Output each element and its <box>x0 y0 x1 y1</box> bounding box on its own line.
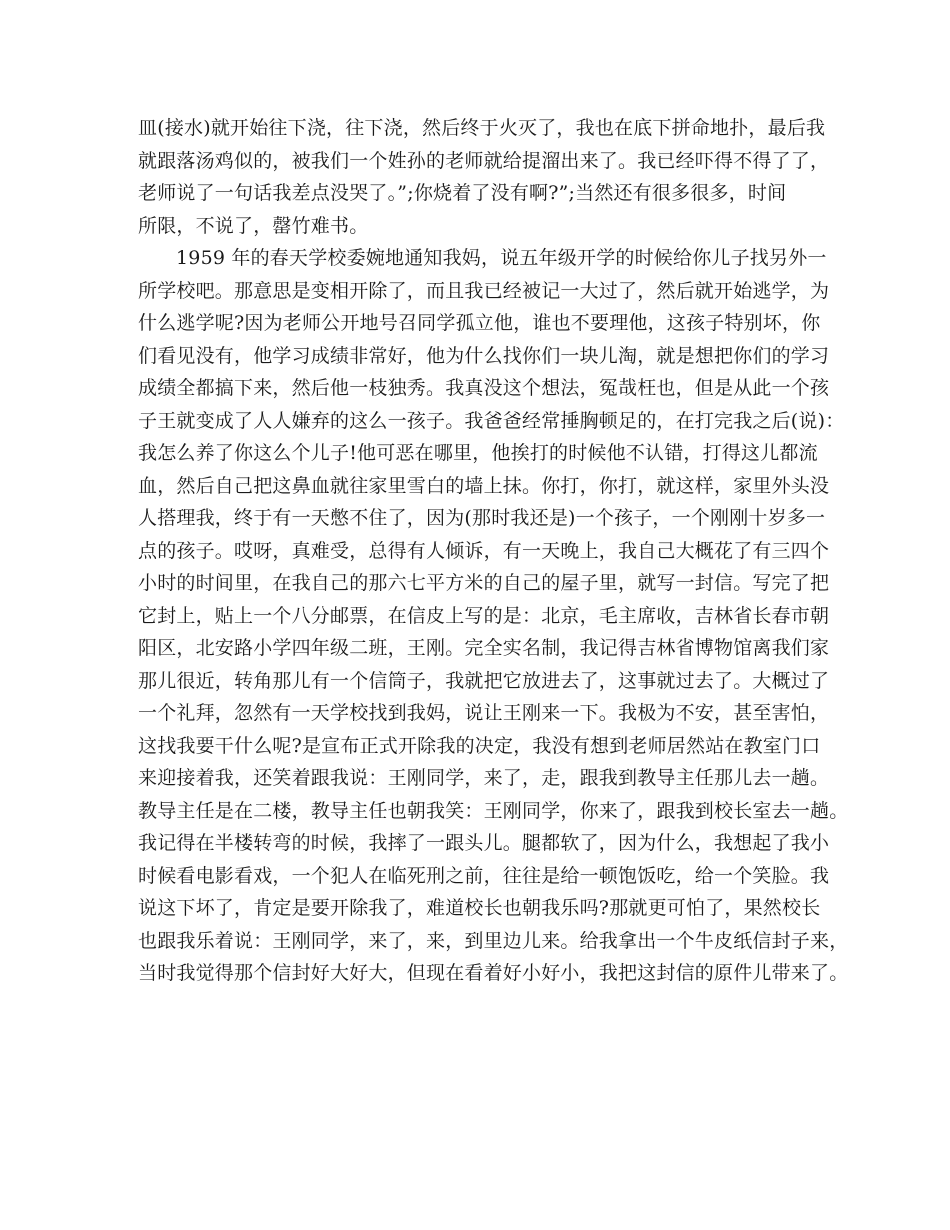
text-line: 我记得在半楼转弯的时候，我摔了一跟头儿。腿都软了，因为什么，我想起了我小 <box>138 832 830 854</box>
body-text <box>138 112 849 990</box>
text-line: 来迎接着我，还笑着跟我说：王刚同学，来了，走，跟我到教导主任那儿去一趟。 <box>138 767 830 789</box>
text-line: 成绩全都搞下来，然后他一枝独秀。我真没这个想法，冤哉枉也，但是从此一个孩 <box>138 377 830 399</box>
text-line: 它封上，贴上一个八分邮票，在信皮上写的是：北京，毛主席收，吉林省长春市朝 <box>138 604 830 627</box>
text-line: 们看见没有，他学习成绩非常好，他为什么找你们一块儿淘，就是想把你们的学习 <box>138 344 830 367</box>
text-line: 也跟我乐着说：王刚同学，来了，来，到里边儿来。给我拿出一个牛皮纸信封子来， <box>138 929 849 952</box>
text-line: 教导主任是在二楼，教导主任也朝我笑：王刚同学，你来了，跟我到校长室去一趟。 <box>138 799 849 822</box>
paragraph <box>138 112 828 242</box>
text-line: 那儿很近，转角那儿有一个信筒子，我就把它放进去了，这事就过去了。大概过了 <box>138 669 830 692</box>
text-line: 所学校吧。那意思是变相开除了，而且我已经被记一大过了，然后就开始逃学，为 <box>138 279 830 302</box>
text-line: 一个礼拜，忽然有一天学校找到我妈，说让王刚来一下。我极为不安，甚至害怕， <box>138 702 830 724</box>
text-line: 老师说了一句话我差点没哭了。”;你烧着了没有啊?”;当然还有很多很多，时间 <box>138 182 787 204</box>
text-line: 这找我要干什么呢?是宣布正式开除我的决定，我没有想到老师居然站在教室门口 <box>138 734 821 757</box>
text-line: 阳区，北安路小学四年级二班，王刚。完全实名制，我记得吉林省博物馆离我们家 <box>138 637 830 659</box>
text-line: 子王就变成了人人嫌弃的这么一孩子。我爸爸经常捶胸顿足的，在打完我之后(说)： <box>138 409 845 432</box>
text-line: 人搭理我，终于有一天憋不住了，因为(那时我还是)一个孩子，一个刚刚十岁多一 <box>138 507 826 529</box>
text-line: 当时我觉得那个信封好大好大，但现在看着好小好小，我把这封信的原件儿带来了。 <box>138 962 849 984</box>
text-line: 所限，不说了，罄竹难书。 <box>138 214 369 237</box>
text-line: 我怎么养了你这么个儿子!他可恶在哪里，他挨打的时候他不认错，打得这儿都流 <box>138 442 818 464</box>
text-line: 皿(接水)就开始往下浇，往下浇，然后终于火灭了，我也在底下拼命地扑，最后我 <box>138 117 826 139</box>
text-line: 时候看电影看戏，一个犯人在临死刑之前，往往是给一顿饱饭吃，给一个笑脸。我 <box>138 864 830 887</box>
text-line: 说这下坏了，肯定是要开除我了，难道校长也朝我乐吗?那就更可怕了，果然校长 <box>138 897 821 919</box>
text-line: 点的孩子。哎呀，真难受，总得有人倾诉，有一天晚上，我自己大概花了有三四个 <box>138 539 830 562</box>
text-line: 什么逃学呢?因为老师公开地号召同学孤立他，谁也不要理他，这孩子特别坏，你 <box>138 312 821 334</box>
paragraph <box>138 242 849 990</box>
text-line: 血，然后自己把这鼻血就往家里雪白的墙上抹。你打，你打，就这样，家里外头没 <box>138 474 830 497</box>
text-line: 就跟落汤鸡似的，被我们一个姓孙的老师就给提溜出来了。我已经吓得不得了了， <box>138 149 830 172</box>
text-line: 1959 年的春天学校委婉地通知我妈，说五年级开学的时候给你儿子找另外一 <box>176 247 827 269</box>
text-line: 小时的时间里，在我自己的那六七平方米的自己的屋子里，就写一封信。写完了把 <box>138 572 830 594</box>
